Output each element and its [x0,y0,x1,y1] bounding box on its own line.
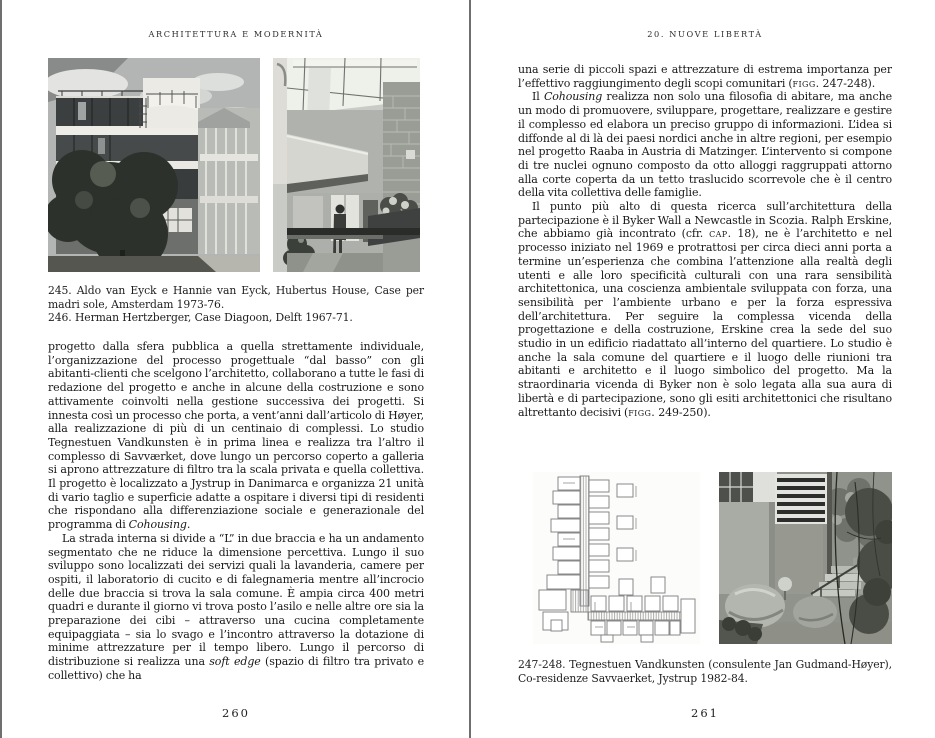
caption-246: 246. Herman Hertzberger, Case Diagoon, Delft 1967-71. [48,311,353,325]
running-header-left: ARCHITETTURA E MODERNITÀ [148,29,324,39]
paragraph: Il punto più alto di questa ricerca sull’architettura della partecipazione è il Byker Wall a Newcastle in Scozia. Ralph Erskine, che abbiamo già incontrato (cfr. cap. 18), ne è l’architetto e nel processo iniziato nel 1969 e protrattosi per circa dieci anni porta a termine un’esperienza che combina l’attenzione alla realtà degli utenti e alle loro specificità culturali con una rara sensibilità architettonica, una coscienza ambientale sviluppata con forza, una sensibilità per l’ambiente urbano e per la forza espressiva dell’architettura. Per seguire la complessa vicenda della progettazione e della costruzione, Erskine crea la sede del suo studio in un edificio riadattato all’interno del quartiere. Lo studio è anche la sala comune del quartiere e il luogo delle riunioni tra abitanti e architetto e il luogo simbolico del progetto. Ma la straordinaria vicenda di Byker non è solo legata alla sua aura di libertà e di partecipazione, sono gli esiti architettonici che risultano altrettanto decisivi (figg. 249-250). [518,200,892,419]
caption-245: 245. Aldo van Eyck e Hannie van Eyck, Hubertus House, Case per madri sole, Amsterdam 1973-76. [48,284,424,311]
figure-caption-247-248 [518,658,892,685]
page-261 [471,0,935,738]
page-number-261: 261 [691,706,719,720]
paragraph: progetto dalla sfera pubblica a quella strettamente individuale, l’organizzazione del processo progettuale “dal basso” con gli abitanti-clienti che scelgono l’architetto, collaborano a tutte le fasi di redazione del progetto e anche in alcune della costruzione e sono attivamente coinvolti nella gestione successiva dei progetti. Si innesta così un processo che porta, a vent’anni dall’articolo di Høyer, alla realizzazione di più di un centinaio di complessi. Lo studio Tegnestuen Vandkunsten è in prima linea e realizza tra l’altro il complesso di Savværket, dove lungo un percorso coperto a galleria si aprono attrezzature di filtro tra la scala privata e quella collettiva. Il progetto è localizzato a Jystrup in Danimarca e organizza 21 unità di vario taglio e superficie adatte a ospitare i diversi tipi di residenti che rispondano alla differenziazione sociale e generazionale del programma di Cohousing. [48,340,424,532]
paragraph: La strada interna si divide a “L” in due braccia e ha un andamento segmentato che ne riduce la dimensione percettiva. Lungo il suo sviluppo sono localizzati dei servizi quali la lavanderia, camere per ospiti, il laboratorio di cucito e di falegnameria mentre all’incrocio delle due braccia si trova la sala comune. È ampia circa 400 metri quadri e durante il giorno vi trova posto l’asilo e nelle altre ore sia la preparazione dei cibi – attraverso una cucina completamente equipaggiata – sia lo svago e l’incontro attraverso la dotazione di minime attrezzature per il tempo libero. Lungo il percorso di distribuzione si realizza una soft edge (spazio di filtro tra privato e collettivo) che ha [48,531,424,682]
figure-248-photo-savvaerket-courtyard [719,472,892,644]
paragraph: una serie di piccoli spazi e attrezzature di estrema importanza per l’effettivo raggiungimento degli scopi comunitari (figg. 247-248). [518,63,892,90]
figure-245-photo-hubertus-house [48,58,260,272]
page-number-260: 260 [222,706,250,720]
figure-246-photo-case-diagoon [273,58,420,272]
caption-247-248: 247-248. Tegnestuen Vandkunsten (consulente Jan Gudmand-Høyer), Co-residenze Savvaerket, Jystrup 1982-84. [518,658,892,685]
body-text-left [48,340,424,700]
figure-caption-245-246 [48,284,424,325]
running-header-right: 20. NUOVE LIBERTÀ [647,29,763,39]
paragraph: Il Cohousing realizza non solo una filosofia di abitare, ma anche un modo di promuovere, sviluppare, progettare, realizzare e gestire il complesso ed elabora un preciso gruppo di informazioni. L’idea si diffonde al di là dei paesi nordici anche in altre regioni, per esempio nel progetto Raaba in Austria di Matzinger. L’intervento si compone di tre nuclei ognuno composto da otto alloggi raggruppati attorno alla corte coperta da un tetto traslucido scorrevole che è il centro della vita collettiva delle famiglie. [518,90,892,200]
figure-247-plan-savvaerket [533,472,700,644]
body-text-right [518,63,892,467]
